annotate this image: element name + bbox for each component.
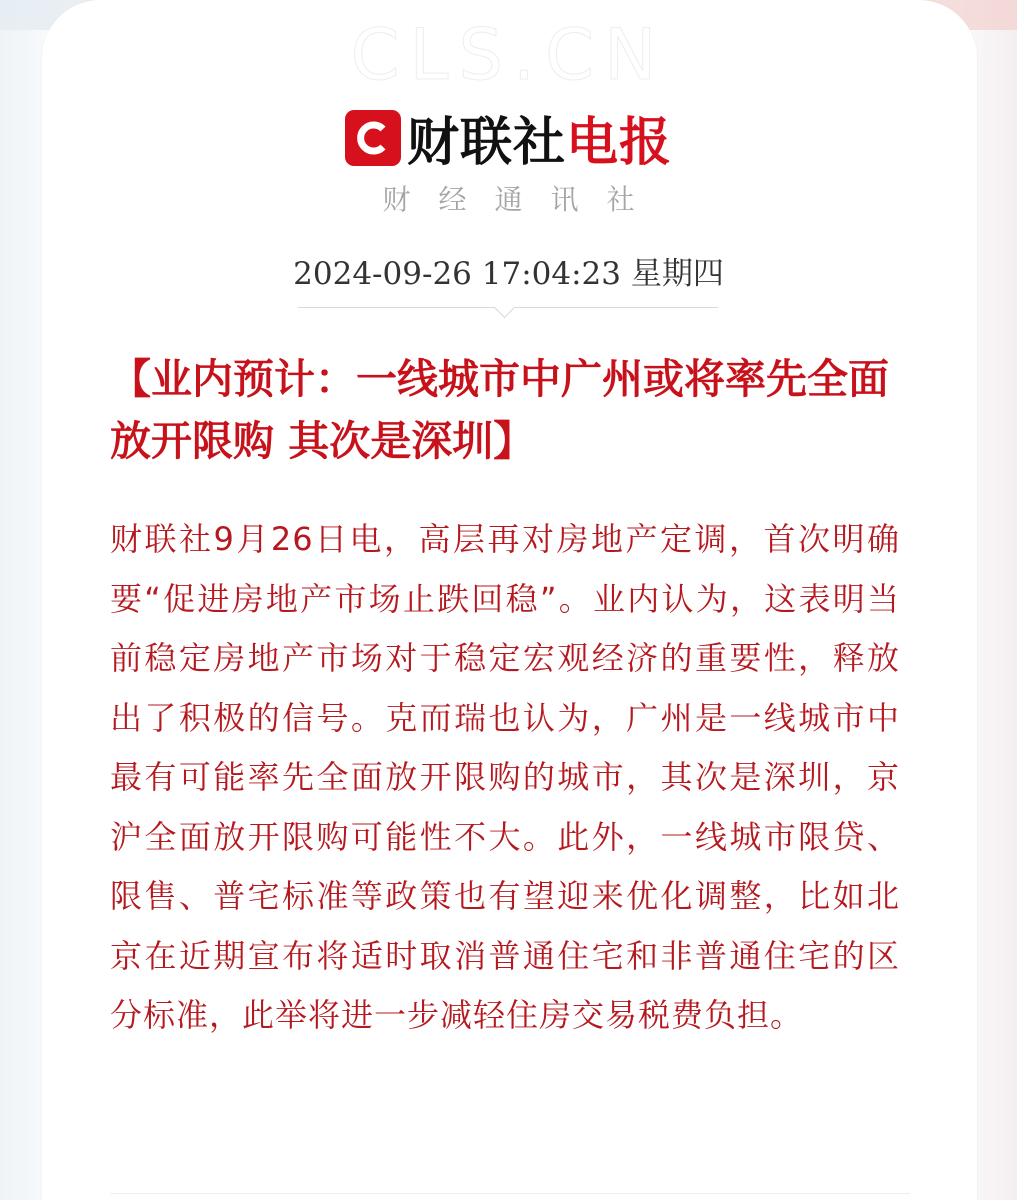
- watermark-text: CLS.CN: [350, 14, 667, 96]
- brand-logo: [0, 100, 1017, 175]
- brand-product-name: 电报: [566, 113, 673, 173]
- publish-datetime: 2024-09-26 17:04:23 星期四: [293, 256, 724, 292]
- brand-name: 财联社: [406, 113, 566, 173]
- bottom-divider: [110, 1193, 910, 1194]
- article-body: 财联社9月26日电，高层再对房地产定调，首次明确要“促进房地产市场止跌回稳”。业内认为，这表明当前稳定房地产市场对于稳定宏观经济的重要性，释放出了积极的信号。克而瑞也认为，广州是一线城市中最有可能率先全面放开限购的城市，其次是深圳，京沪全面放开限购可能性不大。此外，一线城市限贷、限售、普宅标准等政策也有望迎来优化调整，比如北京在近期宣布将适时取消普通住宅和非普通住宅的区分标准，此举将进一步减轻住房交易税费负担。: [110, 520, 900, 1034]
- brand-tagline: 财经通讯社: [382, 183, 663, 216]
- cls-logo-icon: [345, 110, 401, 166]
- article-headline: 【业内预计：一线城市中广州或将率先全面放开限购 其次是深圳】: [110, 355, 889, 465]
